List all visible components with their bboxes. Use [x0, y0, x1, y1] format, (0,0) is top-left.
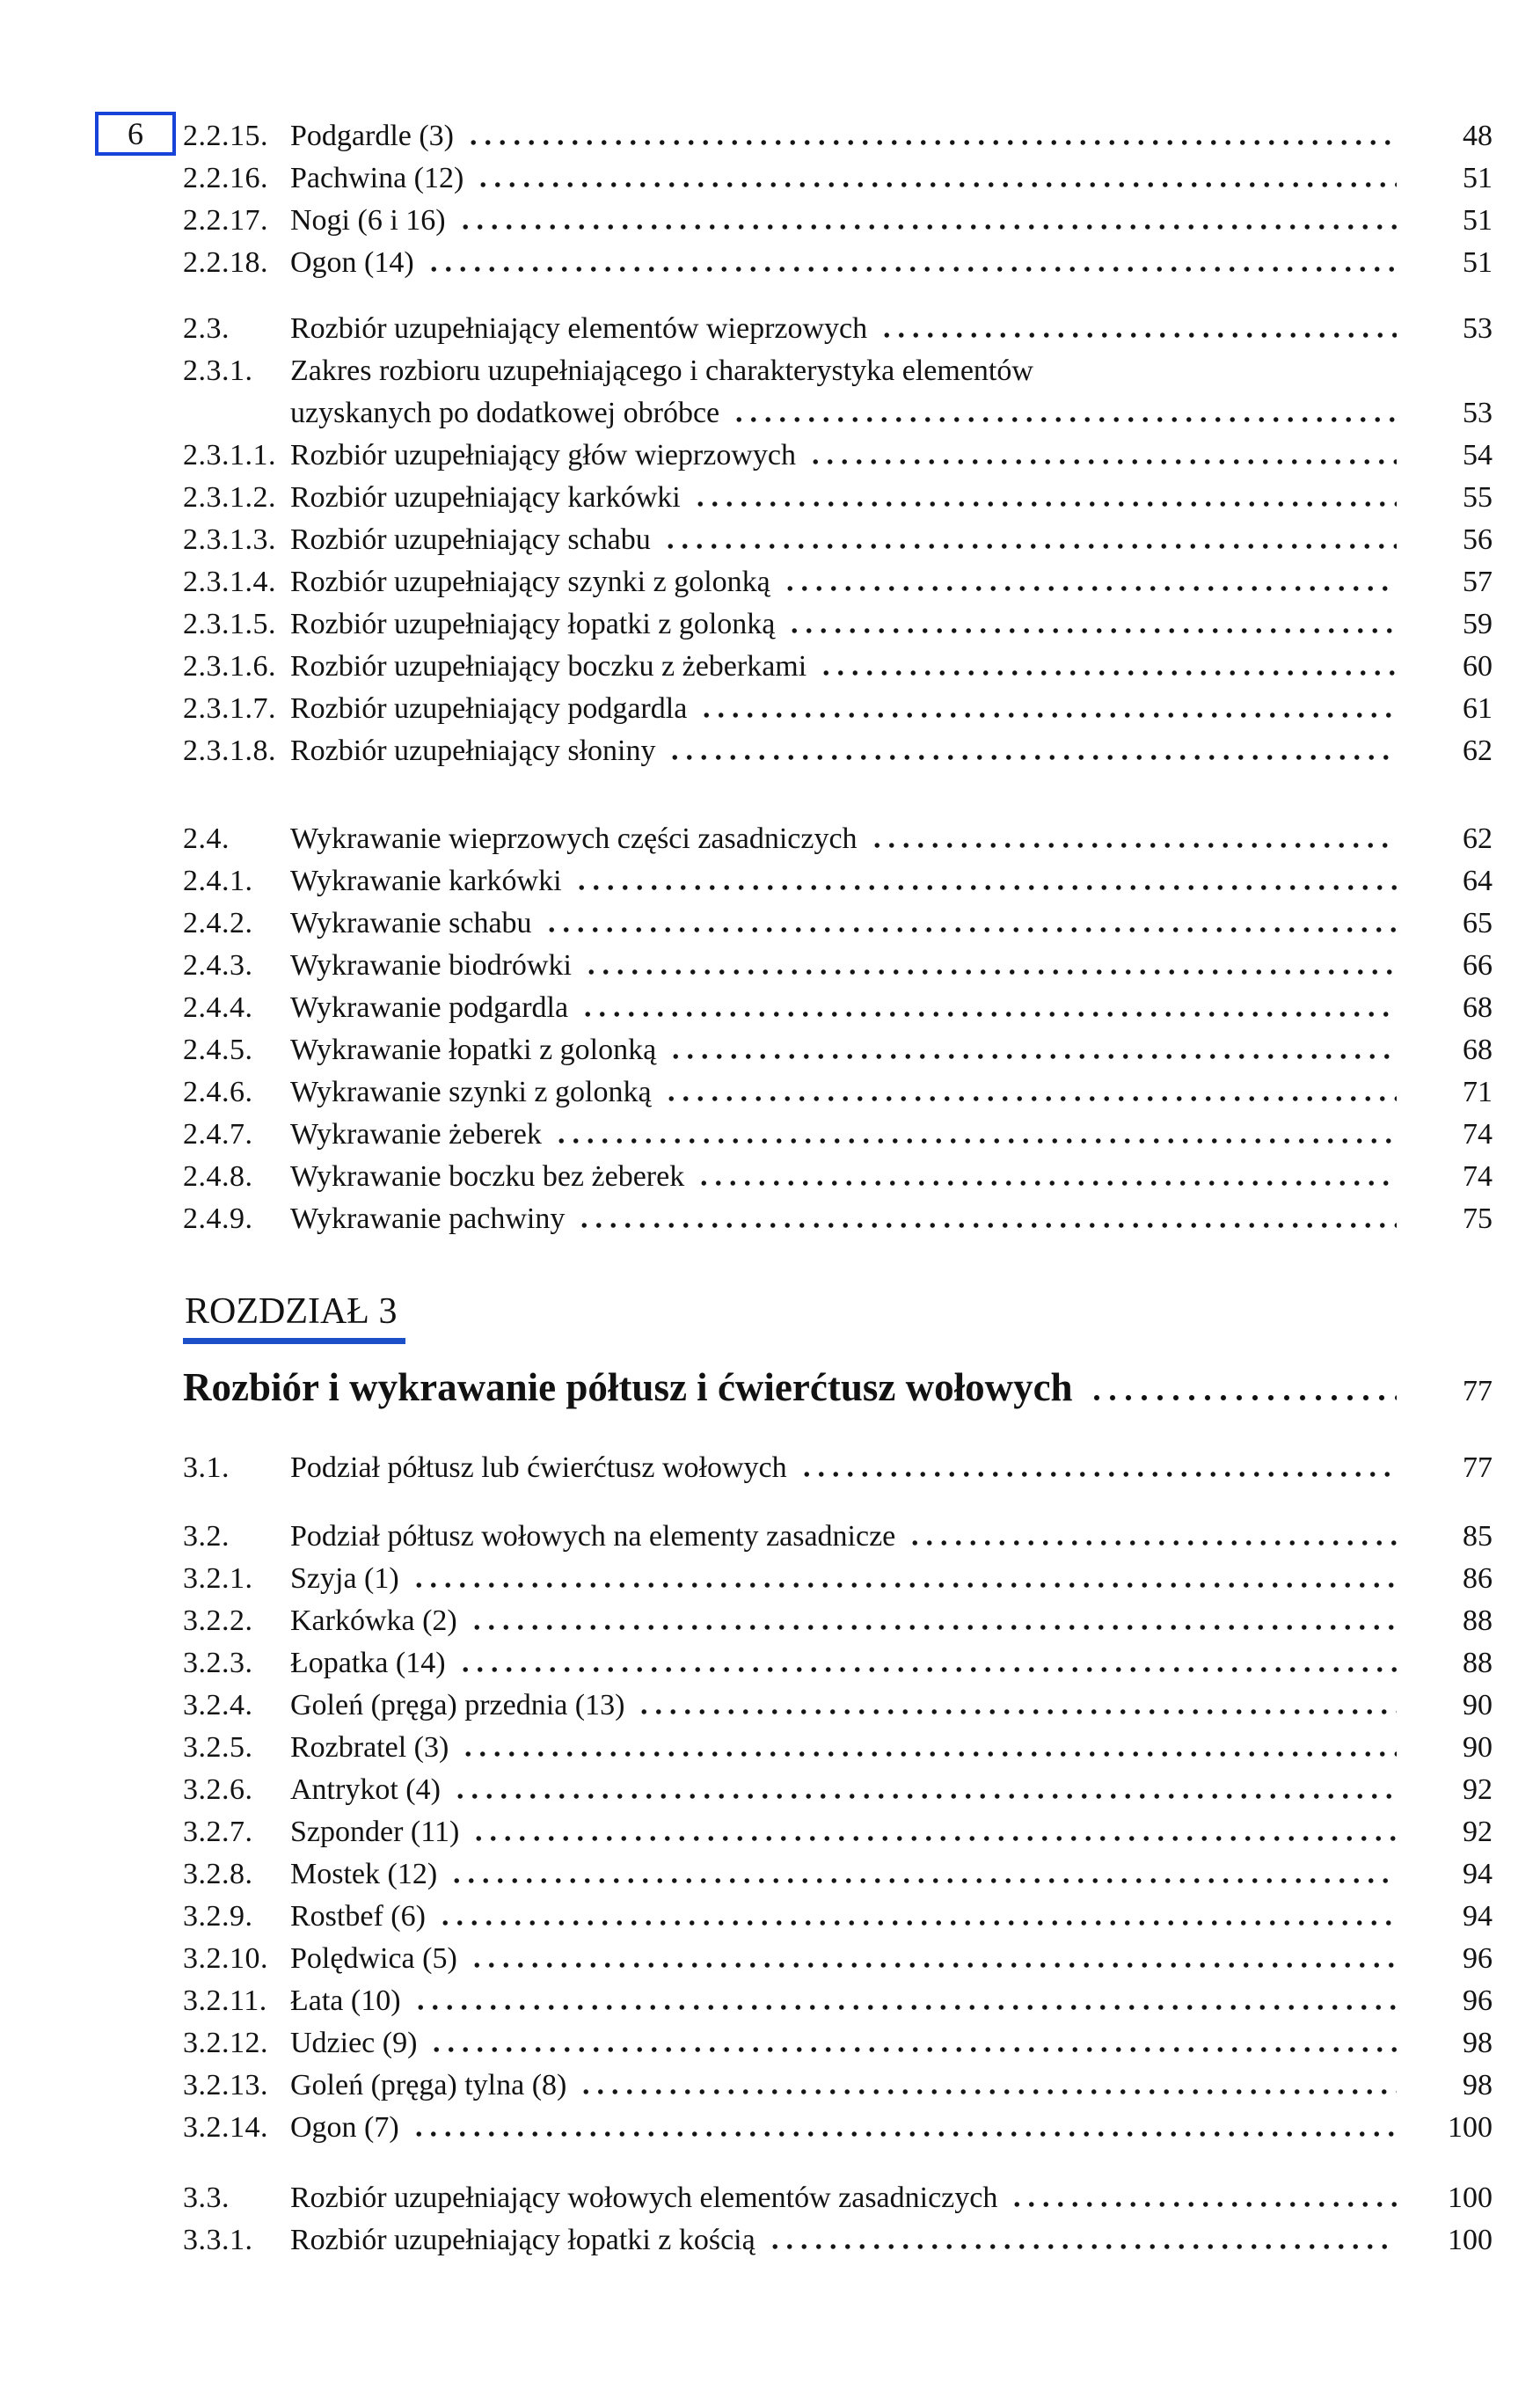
dot-leader: [908, 1540, 1397, 1546]
toc-entry-title: Rozbiór uzupełniający wołowych elementów zasadniczych: [290, 2182, 998, 2214]
toc-entry-title: Podgardle (3): [290, 120, 455, 152]
toc-entry-number: 2.3.1.8.: [183, 735, 276, 767]
toc-entry: [183, 646, 1493, 688]
dot-leader: [458, 1667, 1397, 1672]
toc-entry: [183, 2107, 1493, 2149]
toc-entry-number: 2.3.1.3.: [183, 523, 276, 556]
dot-leader: [466, 140, 1397, 145]
toc-entry-number: 2.3.1.6.: [183, 650, 276, 683]
toc-entry-title: Goleń (pręga) tylna (8): [290, 2069, 567, 2101]
toc-entry-title: Rozbiór uzupełniający karkówki: [290, 481, 681, 514]
dot-leader: [663, 544, 1397, 549]
toc-entry-title: Wykrawanie boczku bez żeberek: [290, 1160, 685, 1193]
toc-entry-title: Rozbiór uzupełniający łopatki z kością: [290, 2224, 755, 2256]
toc-entry-number: 2.4.3.: [183, 949, 253, 982]
toc-entry-page: 60: [1463, 650, 1493, 683]
toc-entry: [183, 2177, 1493, 2219]
toc-entry-number: 3.2.4.: [183, 1689, 253, 1721]
toc-entry-page: 51: [1463, 246, 1493, 279]
toc-entry: [183, 392, 1493, 435]
toc-entry-page: 100: [1448, 2224, 1493, 2256]
toc-entry-title: Łopatka (14): [290, 1647, 446, 1679]
book-page-number-box: [95, 112, 176, 156]
dot-leader: [699, 713, 1397, 718]
toc-entry-number: 3.2.5.: [183, 1731, 253, 1764]
dot-leader: [577, 1223, 1397, 1228]
toc-entry-page: 66: [1463, 949, 1493, 982]
dot-leader: [870, 843, 1397, 848]
chapter-title-row: [183, 1363, 1493, 1415]
toc-entry-number: 2.4.9.: [183, 1202, 253, 1235]
toc-entry-number: 3.3.: [183, 2182, 230, 2214]
toc-entry-number: 2.3.1.5.: [183, 608, 276, 640]
dot-leader: [584, 969, 1397, 975]
chapter-page: 77: [1463, 1375, 1493, 1407]
toc-entry: [183, 1516, 1493, 1558]
toc-entry-page: 90: [1463, 1689, 1493, 1721]
dot-leader: [453, 1794, 1397, 1799]
toc-entry-title: Karkówka (2): [290, 1604, 457, 1637]
toc-entry-page: 62: [1463, 735, 1493, 767]
toc-entry: [183, 1685, 1493, 1727]
book-page-number: 6: [128, 116, 143, 151]
toc-entry: [183, 730, 1493, 772]
toc-entry: [183, 1727, 1493, 1769]
dot-leader: [412, 1582, 1397, 1588]
toc-entry-title: Wykrawanie żeberek: [290, 1118, 542, 1151]
toc-entry-title: Rozbiór uzupełniający szynki z golonką: [290, 566, 770, 598]
toc-entry: [183, 435, 1493, 477]
toc-entry-title: Ogon (14): [290, 246, 414, 279]
dot-leader: [470, 1625, 1397, 1630]
toc-entry: [183, 1447, 1493, 1489]
dot-leader: [1010, 2202, 1397, 2207]
toc-group: [183, 818, 1493, 1240]
toc-entry-title: Rozbiór uzupełniający głów wieprzowych: [290, 439, 796, 471]
toc-entry-page: 94: [1463, 1900, 1493, 1933]
toc-entry: [183, 860, 1493, 903]
dot-leader: [429, 2047, 1397, 2052]
toc-entry-number: 2.3.1.2.: [183, 481, 276, 514]
toc-entry: [183, 903, 1493, 945]
toc-entry: [183, 688, 1493, 730]
toc-entry-page: 53: [1463, 312, 1493, 345]
toc-entry: [183, 1642, 1493, 1685]
toc-entry-page: 56: [1463, 523, 1493, 556]
toc-entry-title: Wykrawanie biodrówki: [290, 949, 572, 982]
toc-entry-page: 68: [1463, 991, 1493, 1024]
toc-entry-title: Rozbratel (3): [290, 1731, 449, 1764]
toc-entry-number: 3.2.14.: [183, 2111, 268, 2144]
toc-entry: [183, 1853, 1493, 1896]
toc-entry-title: Wykrawanie karkówki: [290, 865, 562, 897]
toc-entry: [183, 115, 1493, 157]
toc-entry: [183, 2219, 1493, 2262]
toc-entry-number: 2.2.16.: [183, 162, 268, 194]
dot-leader: [668, 755, 1397, 760]
toc-entry-page: 54: [1463, 439, 1493, 471]
toc-entry-number: 3.2.13.: [183, 2069, 268, 2101]
toc-entry-number: 3.3.1.: [183, 2224, 253, 2256]
toc-entry: [183, 1769, 1493, 1811]
dot-leader: [732, 417, 1397, 422]
toc-entry-title: Rozbiór uzupełniający łopatki z golonką: [290, 608, 776, 640]
toc-entry-title: Wykrawanie łopatki z golonką: [290, 1034, 657, 1066]
toc-entry-title: Rozbiór uzupełniający elementów wieprzowych: [290, 312, 868, 345]
toc-entry-page: 74: [1463, 1160, 1493, 1193]
dot-leader: [668, 1054, 1397, 1059]
toc-entry-title: Szyja (1): [290, 1562, 399, 1595]
toc-entry-title: Wykrawanie wieprzowych części zasadniczych: [290, 822, 858, 855]
toc-entry-number: 3.2.6.: [183, 1773, 253, 1806]
toc-entry-page: 96: [1463, 1942, 1493, 1975]
dot-leader: [697, 1180, 1397, 1186]
toc-group: [183, 1447, 1493, 1489]
toc-entry: [183, 1071, 1493, 1114]
dot-leader: [768, 2244, 1397, 2249]
toc-entry-title: Pachwina (12): [290, 162, 464, 194]
toc-entry-number: 2.4.: [183, 822, 230, 855]
dot-leader: [879, 333, 1397, 338]
toc-entry: [183, 1896, 1493, 1938]
toc-entry: [183, 350, 1493, 392]
toc-group: [183, 2177, 1493, 2262]
dot-leader: [427, 267, 1397, 272]
toc-entry: [183, 1600, 1493, 1642]
toc-entry-page: 77: [1463, 1451, 1493, 1484]
dot-leader: [461, 1751, 1397, 1757]
dot-leader: [458, 224, 1397, 230]
toc-entry-page: 61: [1463, 692, 1493, 725]
toc-entry-title: Wykrawanie podgardla: [290, 991, 569, 1024]
chapter-heading-block: [183, 1291, 1493, 1415]
toc-entry: [183, 519, 1493, 561]
toc-entry: [183, 1558, 1493, 1600]
toc-entry: [183, 1029, 1493, 1071]
toc-entry-page: 55: [1463, 481, 1493, 514]
toc-entry-page: 75: [1463, 1202, 1493, 1235]
toc-entry-page: 48: [1463, 120, 1493, 152]
toc-entry-page: 94: [1463, 1858, 1493, 1890]
toc-entry-number: 2.4.4.: [183, 991, 253, 1024]
toc-entry-number: 3.2.3.: [183, 1647, 253, 1679]
dot-leader: [438, 1920, 1397, 1926]
toc-entry-page: 92: [1463, 1816, 1493, 1848]
toc-entry-number: 2.3.1.1.: [183, 439, 276, 471]
toc-entry-page: 100: [1448, 2111, 1493, 2144]
toc-entry-page: 88: [1463, 1604, 1493, 1637]
dot-leader: [693, 501, 1397, 507]
dot-leader: [554, 1138, 1397, 1144]
dot-leader: [637, 1709, 1397, 1714]
dot-leader: [544, 927, 1397, 932]
toc-entry-number: 2.4.8.: [183, 1160, 253, 1193]
toc-entry: [183, 987, 1493, 1029]
toc-entry: [183, 2022, 1493, 2065]
toc-entry-number: 2.2.18.: [183, 246, 268, 279]
toc-entry-page: 85: [1463, 1520, 1493, 1553]
toc-entry: [183, 1938, 1493, 1980]
toc-entry-page: 51: [1463, 204, 1493, 237]
chapter-label: ROZDZIAŁ 3: [183, 1291, 405, 1344]
toc-entry-title: Mostek (12): [290, 1858, 438, 1890]
toc-entry-title: Rozbiór uzupełniający słoniny: [290, 735, 656, 767]
toc-entry-page: 68: [1463, 1034, 1493, 1066]
toc-entry-title: Polędwica (5): [290, 1942, 457, 1975]
toc-entry-page: 88: [1463, 1647, 1493, 1679]
toc-group: [183, 1516, 1493, 2149]
toc-entry-number: 2.4.5.: [183, 1034, 253, 1066]
toc-entry-number: 3.2.9.: [183, 1900, 253, 1933]
toc-entry-number: 2.3.1.: [183, 354, 253, 387]
toc-entry: [183, 603, 1493, 646]
toc-entry-page: 65: [1463, 907, 1493, 939]
toc-entry-title: Zakres rozbioru uzupełniającego i charakterystyka elementów: [290, 354, 1033, 387]
toc-entry-number: 3.2.12.: [183, 2027, 268, 2059]
toc-entry: [183, 477, 1493, 519]
toc-group: [183, 115, 1493, 284]
toc-entry-number: 3.2.: [183, 1520, 230, 1553]
toc-entry-title: Rozbiór uzupełniający schabu: [290, 523, 651, 556]
toc-entry-number: 3.2.2.: [183, 1604, 253, 1637]
dot-leader: [664, 1096, 1397, 1101]
toc-entry-number: 3.2.8.: [183, 1858, 253, 1890]
toc-group: [183, 308, 1493, 772]
toc-entry-page: 98: [1463, 2069, 1493, 2101]
toc-entry-title: uzyskanych po dodatkowej obróbce: [290, 397, 720, 429]
toc-entry-page: 53: [1463, 397, 1493, 429]
toc-entry-page: 98: [1463, 2027, 1493, 2059]
toc-entry-page: 92: [1463, 1773, 1493, 1806]
toc-entry: [183, 1980, 1493, 2022]
toc-entry: [183, 561, 1493, 603]
toc-entry: [183, 308, 1493, 350]
toc-entry-title: Nogi (6 i 16): [290, 204, 446, 237]
toc-entry: [183, 1156, 1493, 1198]
toc-entry-page: 62: [1463, 822, 1493, 855]
toc-entry-number: 2.3.1.4.: [183, 566, 276, 598]
toc-entry-title: Szponder (11): [290, 1816, 460, 1848]
toc-entry: [183, 242, 1493, 284]
toc-entry: [183, 200, 1493, 242]
toc-entry-title: Ogon (7): [290, 2111, 399, 2144]
toc-entry-title: Goleń (pręga) przednia (13): [290, 1689, 625, 1721]
toc-entry-page: 90: [1463, 1731, 1493, 1764]
toc-entry: [183, 2065, 1493, 2107]
toc-entry-number: 2.4.6.: [183, 1076, 253, 1108]
toc-entry-page: 86: [1463, 1562, 1493, 1595]
toc-entry-page: 51: [1463, 162, 1493, 194]
toc-entry-title: Wykrawanie szynki z golonką: [290, 1076, 652, 1108]
toc-entry-page: 74: [1463, 1118, 1493, 1151]
toc-entry-number: 2.4.1.: [183, 865, 253, 897]
toc-entry-title: Rostbef (6): [290, 1900, 426, 1933]
dot-leader: [413, 2005, 1397, 2010]
toc-entry-number: 2.4.7.: [183, 1118, 253, 1151]
toc-entry-title: Rozbiór uzupełniający podgardla: [290, 692, 688, 725]
table-of-contents: [183, 115, 1493, 2262]
dot-leader: [470, 1962, 1397, 1968]
toc-entry-title: Podział półtusz wołowych na elementy zasadnicze: [290, 1520, 896, 1553]
dot-leader: [412, 2131, 1397, 2137]
dot-leader: [471, 1836, 1397, 1841]
toc-entry-number: 2.2.15.: [183, 120, 268, 152]
toc-entry-number: 2.3.: [183, 312, 230, 345]
toc-entry-page: 100: [1448, 2182, 1493, 2214]
toc-entry-title: Łata (10): [290, 1984, 401, 2017]
chapter-title: Rozbiór i wykrawanie półtusz i ćwierćtusz wołowych: [183, 1365, 1073, 1409]
toc-entry-number: 2.3.1.7.: [183, 692, 276, 725]
toc-entry-page: 57: [1463, 566, 1493, 598]
toc-entry-page: 64: [1463, 865, 1493, 897]
dot-leader: [580, 1012, 1397, 1017]
toc-entry-number: 3.1.: [183, 1451, 230, 1484]
toc-entry: [183, 157, 1493, 200]
dot-leader: [808, 459, 1397, 464]
toc-entry-page: 59: [1463, 608, 1493, 640]
toc-entry-number: 2.2.17.: [183, 204, 268, 237]
toc-entry-title: Wykrawanie pachwiny: [290, 1202, 566, 1235]
dot-leader: [574, 885, 1397, 890]
dot-leader: [787, 628, 1397, 633]
toc-entry-title: Wykrawanie schabu: [290, 907, 532, 939]
toc-entry-title: Udziec (9): [290, 2027, 418, 2059]
dot-leader: [476, 182, 1397, 187]
toc-entry-title: Antrykot (4): [290, 1773, 441, 1806]
toc-entry: [183, 1114, 1493, 1156]
dot-leader: [783, 586, 1397, 591]
toc-entry-number: 3.2.11.: [183, 1984, 267, 2017]
dot-leader: [1089, 1395, 1397, 1400]
toc-entry-number: 2.4.2.: [183, 907, 253, 939]
toc-entry: [183, 945, 1493, 987]
toc-entry-title: Podział półtusz lub ćwierćtusz wołowych: [290, 1451, 787, 1484]
dot-leader: [449, 1878, 1397, 1883]
dot-leader: [799, 1472, 1397, 1477]
toc-entry-page: 71: [1463, 1076, 1493, 1108]
toc-entry-number: 3.2.7.: [183, 1816, 253, 1848]
toc-entry: [183, 1198, 1493, 1240]
dot-leader: [819, 670, 1397, 676]
toc-entry: [183, 818, 1493, 860]
toc-entry-title: Rozbiór uzupełniający boczku z żeberkami: [290, 650, 807, 683]
toc-entry-page: 96: [1463, 1984, 1493, 2017]
toc-entry-number: 3.2.1.: [183, 1562, 253, 1595]
toc-entry: [183, 1811, 1493, 1853]
toc-entry-number: 3.2.10.: [183, 1942, 268, 1975]
dot-leader: [579, 2089, 1397, 2094]
